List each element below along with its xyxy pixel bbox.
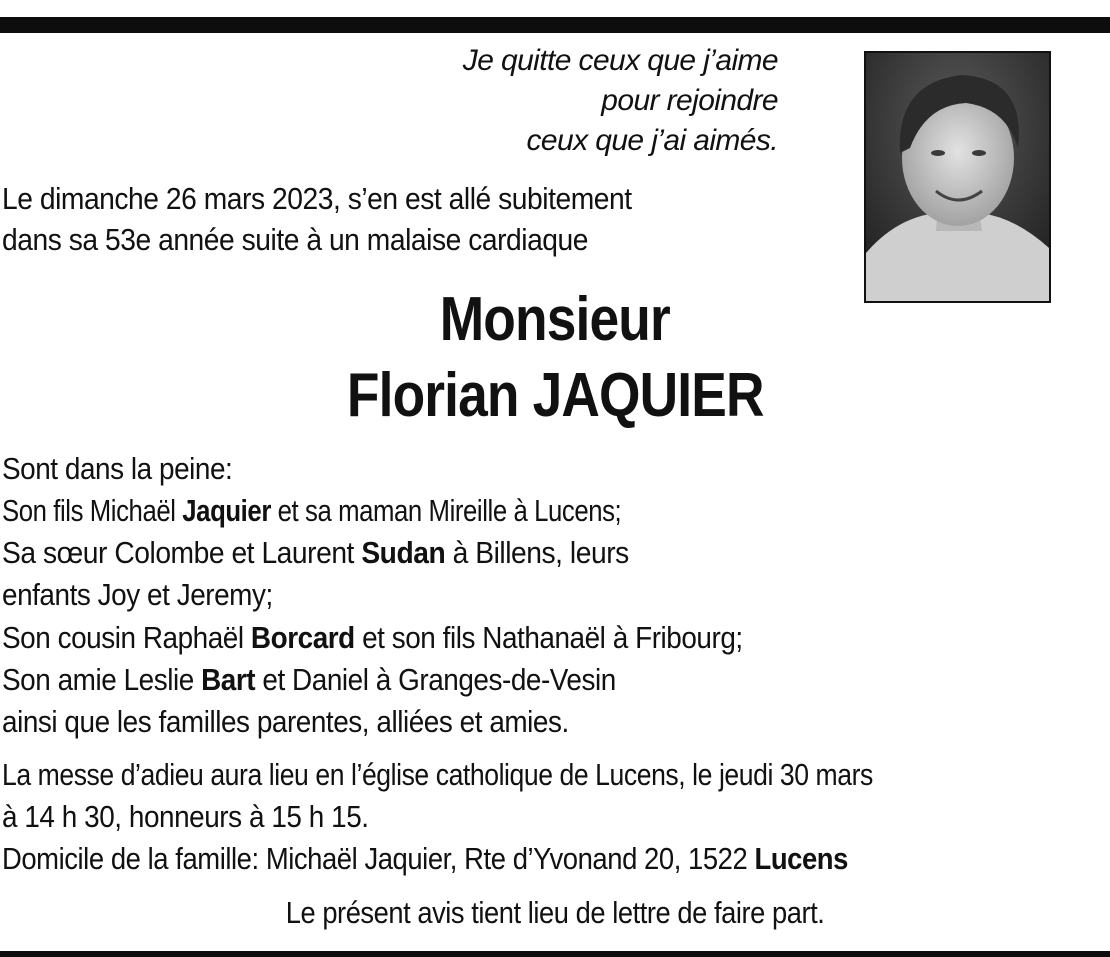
top-rule	[0, 17, 1110, 33]
epigraph-line-1: Je quitte ceux que j’aime	[462, 44, 778, 77]
epigraph-line-3: ceux que j’ai aimés.	[526, 124, 778, 157]
mourner-line-6: ainsi que les familles parentes, alliées et amies.	[2, 704, 569, 739]
intro-line-1: Le dimanche 26 mars 2023, s’en est allé subitement	[2, 181, 632, 216]
intro-line-2: dans sa 53e année suite à un malaise cardiaque	[2, 222, 589, 257]
family-address: Domicile de la famille: Michaël Jaquier, Rte d’Yvonand 20, 1522 Lucens	[2, 841, 848, 876]
mourner-line-5: Son amie Leslie Bart et Daniel à Granges-de-Vesin	[2, 662, 616, 697]
footer-note: Le présent avis tient lieu de lettre de faire part.	[285, 895, 825, 930]
mourner-line-1: Son fils Michaël Jaquier et sa maman Mireille à Lucens;	[2, 493, 622, 528]
mourner-line-4: Son cousin Raphaël Borcard et son fils Nathanaël à Fribourg;	[2, 620, 743, 655]
mourner-line-2: Sa sœur Colombe et Laurent Sudan à Billens, leurs	[2, 535, 629, 570]
epigraph-line-2: pour rejoindre	[601, 84, 778, 117]
portrait-photo	[864, 51, 1051, 303]
mourner-line-3: enfants Joy et Jeremy;	[2, 577, 273, 612]
mourners-heading: Sont dans la peine:	[2, 451, 233, 486]
deceased-name: Florian JAQUIER	[346, 361, 764, 430]
ceremony-line-2: à 14 h 30, honneurs à 15 h 15.	[2, 799, 369, 834]
deceased-title: Monsieur	[439, 285, 671, 354]
bottom-rule	[0, 951, 1110, 957]
ceremony-line-1: La messe d’adieu aura lieu en l’église catholique de Lucens, le jeudi 30 mars	[2, 757, 873, 792]
